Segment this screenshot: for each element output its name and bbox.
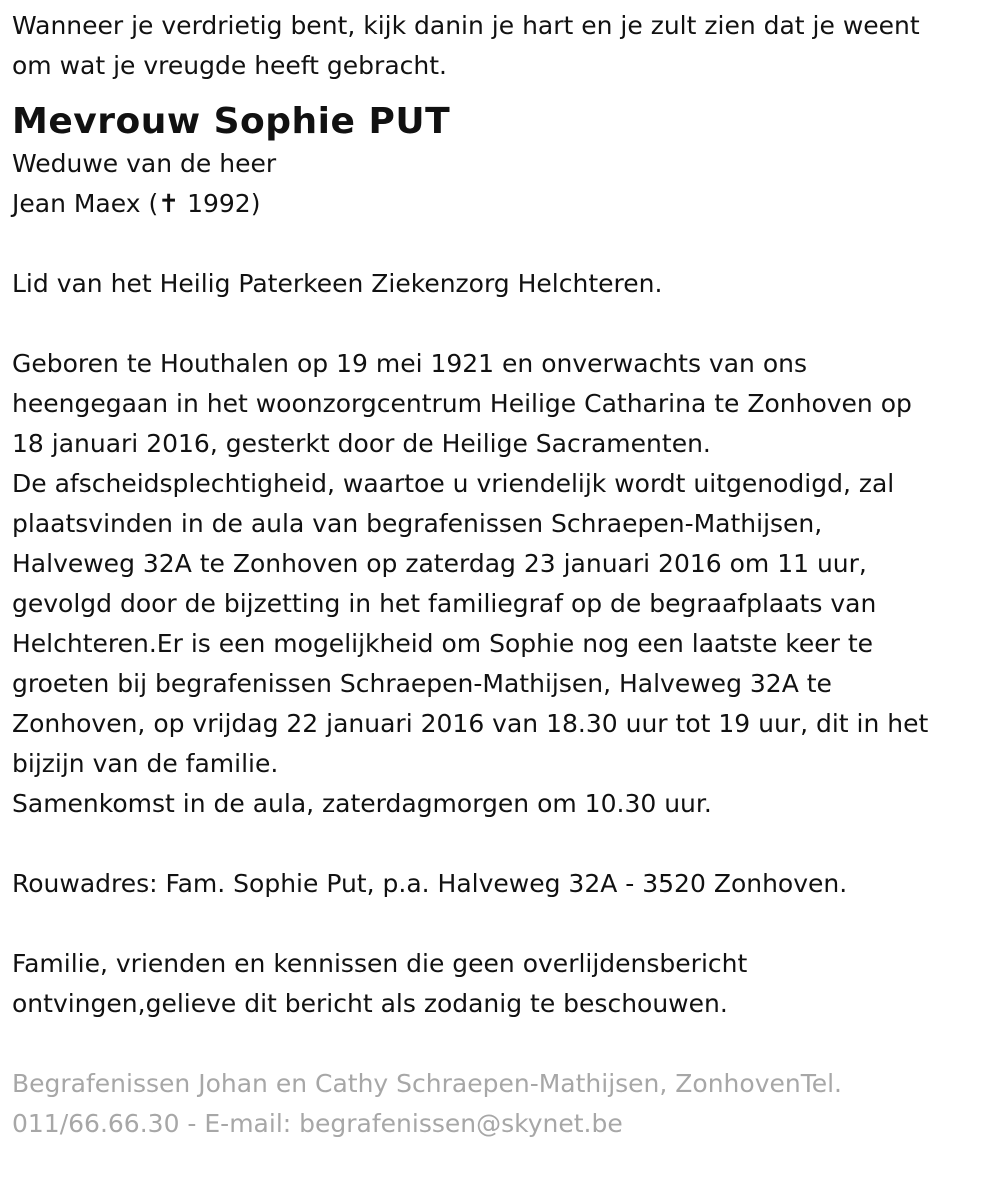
announcement-line: groeten bij begrafenissen Schraepen-Mathijsen, Halveweg 32A te (12, 669, 832, 698)
announcement-line: De afscheidsplechtigheid, waartoe u vriendelijk wordt uitgenodigd, zal (12, 469, 895, 498)
announcement-line: 18 januari 2016, gesterkt door de Heilige Sacramenten. (12, 429, 711, 458)
spacer (12, 1024, 988, 1064)
spacer (12, 824, 988, 864)
mourning-address: Rouwadres: Fam. Sophie Put, p.a. Halveweg 32A - 3520 Zonhoven. (12, 869, 848, 898)
announcement-line: Halveweg 32A te Zonhoven op zaterdag 23 januari 2016 om 11 uur, (12, 549, 867, 578)
announcement-line: Zonhoven, op vrijdag 22 januari 2016 van 18.30 uur tot 19 uur, dit in het (12, 709, 929, 738)
notice-line-1: Familie, vrienden en kennissen die geen overlijdensbericht (12, 949, 748, 978)
funeral-home-footer (12, 1064, 988, 1144)
notice-line-2: ontvingen,gelieve dit bericht als zodanig te beschouwen. (12, 989, 728, 1018)
quote-line-1: Wanneer je verdrietig bent, kijk danin je hart en je zult zien dat je weent (12, 11, 920, 40)
spacer (12, 304, 988, 344)
membership-line: Lid van het Heilig Paterkeen Ziekenzorg Helchteren. (12, 269, 663, 298)
quote-line-2: om wat je vreugde heeft gebracht. (12, 51, 447, 80)
footer-line-2: 011/66.66.30 - E-mail: begrafenissen@skynet.be (12, 1109, 623, 1138)
announcement-line: Geboren te Houthalen op 19 mei 1921 en onverwachts van ons (12, 349, 808, 378)
deceased-name: Mevrouw Sophie PUT (12, 101, 451, 142)
announcement-line: bijzijn van de familie. (12, 749, 279, 778)
spacer (12, 904, 988, 944)
spouse-line: Jean Maex (✝ 1992) (12, 189, 261, 218)
announcement-block (12, 344, 988, 824)
widow-line: Weduwe van de heer (12, 149, 277, 178)
announcement-line: plaatsvinden in de aula van begrafenissen Schraepen-Mathijsen, (12, 509, 823, 538)
announcement-line: Samenkomst in de aula, zaterdagmorgen om 10.30 uur. (12, 789, 712, 818)
announcement-line: heengegaan in het woonzorgcentrum Heilige Catharina te Zonhoven op (12, 389, 912, 418)
footer-line-1: Begrafenissen Johan en Cathy Schraepen-Mathijsen, ZonhovenTel. (12, 1069, 843, 1098)
spacer (12, 224, 988, 264)
announcement-line: gevolgd door de bijzetting in het familiegraf op de begraafplaats van (12, 589, 877, 618)
announcement-line: Helchteren.Er is een mogelijkheid om Sophie nog een laatste keer te (12, 629, 874, 658)
